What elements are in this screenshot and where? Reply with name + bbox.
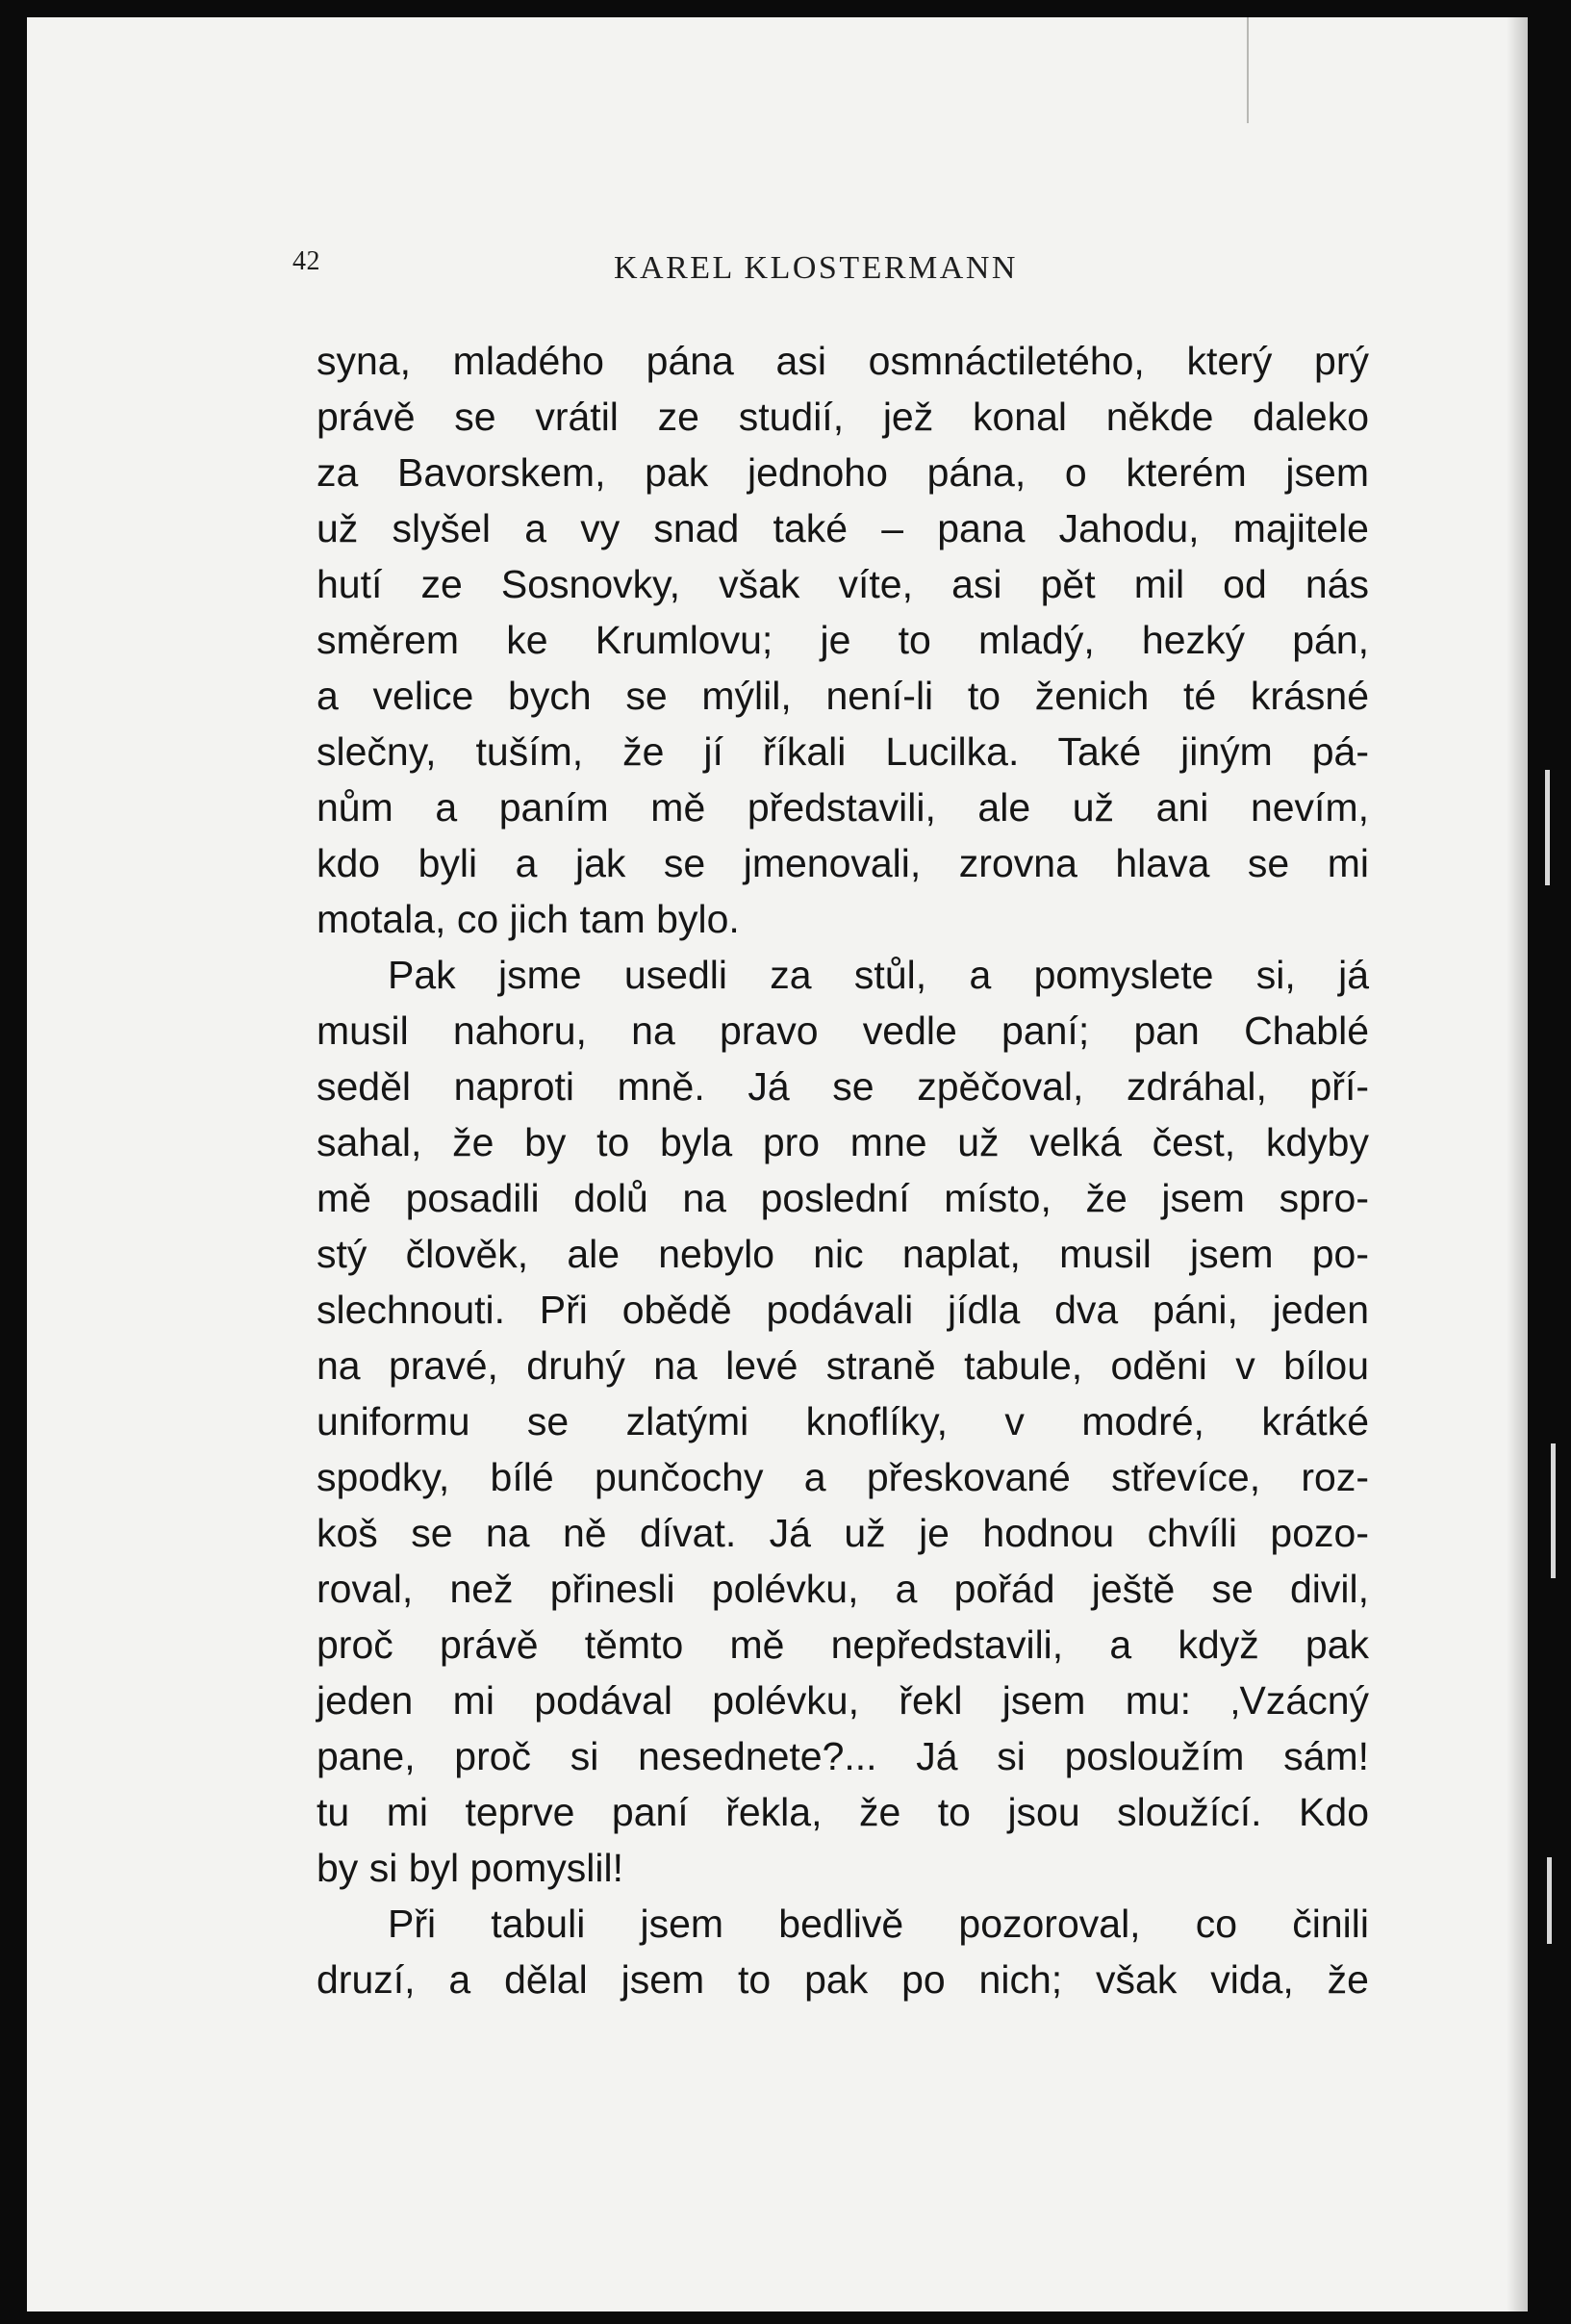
body-text <box>317 333 1369 2007</box>
text-line: sahal, že by to byla pro mne už velká čest, kdyby <box>317 1120 1369 1164</box>
text-line: pane, proč si nesednete?... Já si posloužím sám! <box>317 1734 1369 1778</box>
book-page <box>27 17 1528 2311</box>
text-line: stý člověk, ale nebylo nic naplat, musil jsem po- <box>317 1232 1369 1276</box>
scan-edge-mark <box>1547 1857 1552 1944</box>
text-line: roval, než přinesli polévku, a pořád ještě se divil, <box>317 1567 1369 1611</box>
text-line: tu mi teprve paní řekla, že to jsou sloužící. Kdo <box>317 1790 1369 1834</box>
text-line: koš se na ně dívat. Já už je hodnou chvíli pozo- <box>317 1511 1369 1555</box>
text-line: syna, mladého pána asi osmnáctiletého, který prý <box>317 339 1369 383</box>
text-line: slečny, tuším, že jí říkali Lucilka. Také jiným pá- <box>317 729 1369 774</box>
text-line: musil nahoru, na pravo vedle paní; pan Chablé <box>317 1009 1369 1053</box>
paragraph-first-line: Při tabuli jsem bedlivě pozoroval, co činili <box>388 1902 1369 1946</box>
scan-edge-mark <box>1551 1443 1556 1578</box>
paragraph-first-line: Pak jsme usedli za stůl, a pomyslete si, já <box>388 953 1369 997</box>
text-line: nům a paním mě představili, ale už ani nevím, <box>317 785 1369 830</box>
text-line: za Bavorskem, pak jednoho pána, o kterém jsem <box>317 450 1369 495</box>
page-crease <box>1247 17 1249 123</box>
text-line: kdo byli a jak se jmenovali, zrovna hlava se mi <box>317 841 1369 885</box>
text-line: motala, co jich tam bylo. <box>317 897 740 941</box>
text-line: druzí, a dělal jsem to pak po nich; však vida, že <box>317 1957 1369 2002</box>
page-header <box>27 233 1528 291</box>
page-edge-shadow <box>1507 17 1528 2311</box>
scan-edge-mark <box>1545 770 1550 885</box>
scan-edge <box>1537 0 1571 2324</box>
page-number: 42 <box>292 246 320 276</box>
text-line: směrem ke Krumlovu; je to mladý, hezký pán, <box>317 618 1369 662</box>
text-line: jeden mi podával polévku, řekl jsem mu: ‚Vzácný <box>317 1678 1369 1723</box>
text-line: mě posadili dolů na poslední místo, že jsem spro- <box>317 1176 1369 1220</box>
text-line: seděl naproti mně. Já se zpěčoval, zdráhal, pří- <box>317 1064 1369 1109</box>
text-line: spodky, bílé punčochy a přeskované střevíce, roz- <box>317 1455 1369 1499</box>
text-line: hutí ze Sosnovky, však víte, asi pět mil od nás <box>317 562 1369 606</box>
text-line: uniformu se zlatými knoflíky, v modré, krátké <box>317 1399 1369 1443</box>
text-line: už slyšel a vy snad také – pana Jahodu, majitele <box>317 506 1369 550</box>
text-line: a velice bych se mýlil, není-li to ženich té krásné <box>317 674 1369 718</box>
running-title: KAREL KLOSTERMANN <box>614 250 1018 286</box>
text-line: na pravé, druhý na levé straně tabule, oděni v bílou <box>317 1343 1369 1388</box>
text-line: proč právě těmto mě nepředstavili, a když pak <box>317 1622 1369 1667</box>
text-line: slechnouti. Při obědě podávali jídla dva páni, jeden <box>317 1288 1369 1332</box>
text-line: právě se vrátil ze studií, jež konal někde daleko <box>317 395 1369 439</box>
text-line: by si byl pomyslil! <box>317 1846 623 1890</box>
